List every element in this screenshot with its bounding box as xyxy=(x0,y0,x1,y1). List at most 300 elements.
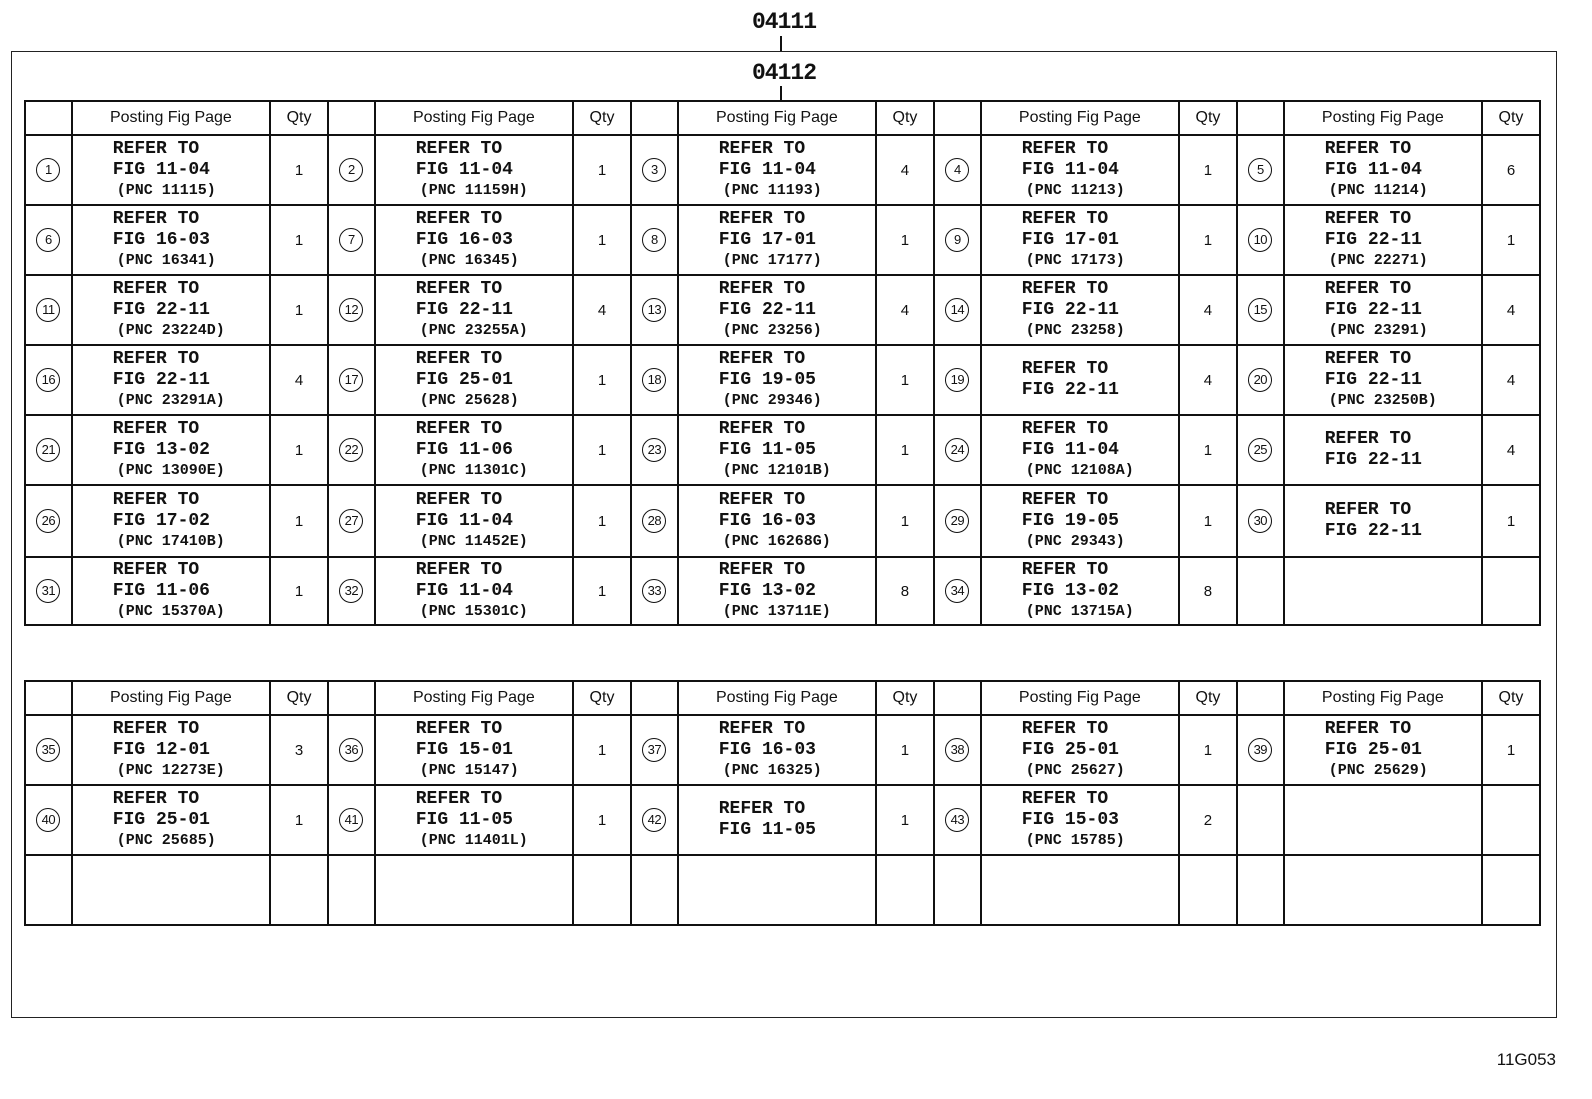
header-posting-fig-page: Posting Fig Page xyxy=(72,101,270,135)
figure-reference: FIG 11-04 xyxy=(415,511,513,531)
figure-reference: FIG 22-11 xyxy=(112,300,210,320)
qty-cell: 1 xyxy=(270,135,328,205)
posting-fig-page-cell xyxy=(1284,345,1482,415)
callout-number: 29 xyxy=(945,509,969,533)
callout-cell xyxy=(25,715,72,785)
callout-cell xyxy=(631,485,678,557)
callout-number: 22 xyxy=(339,438,363,462)
callout-cell xyxy=(1237,275,1284,345)
figure-reference: FIG 17-02 xyxy=(112,511,210,531)
qty-cell: 8 xyxy=(876,557,934,625)
callout-cell xyxy=(934,415,981,485)
callout-number: 9 xyxy=(945,228,969,252)
callout-number: 12 xyxy=(339,298,363,322)
qty-cell xyxy=(876,855,934,925)
posting-fig-page-cell xyxy=(678,855,876,925)
callout-cell xyxy=(934,275,981,345)
group-label-04111: 04111 xyxy=(752,9,817,35)
qty-cell: 6 xyxy=(1482,135,1540,205)
posting-fig-page-cell xyxy=(981,855,1179,925)
callout-cell xyxy=(25,415,72,485)
refer-to-text: REFER TO xyxy=(415,490,503,510)
posting-fig-page-cell xyxy=(72,345,270,415)
pnc-reference: (PNC 22271) xyxy=(1328,252,1428,269)
header-qty: Qty xyxy=(270,681,328,715)
callout-number: 24 xyxy=(945,438,969,462)
posting-fig-page-cell xyxy=(1284,855,1482,925)
callout-cell xyxy=(631,275,678,345)
header-posting-fig-page: Posting Fig Page xyxy=(981,101,1179,135)
refer-to-text: REFER TO xyxy=(1324,139,1412,159)
reference-table-2 xyxy=(24,680,1541,926)
qty-cell: 1 xyxy=(1179,415,1237,485)
header-qty: Qty xyxy=(1179,101,1237,135)
pnc-reference: (PNC 15785) xyxy=(1025,832,1125,849)
callout-number: 6 xyxy=(36,228,60,252)
callout-cell xyxy=(631,557,678,625)
callout-cell xyxy=(328,557,375,625)
posting-fig-page-cell xyxy=(981,557,1179,625)
refer-to-text: REFER TO xyxy=(1021,719,1109,739)
header-qty: Qty xyxy=(573,681,631,715)
figure-reference: FIG 19-05 xyxy=(1021,511,1119,531)
refer-to-text: REFER TO xyxy=(112,419,200,439)
callout-number: 26 xyxy=(36,509,60,533)
callout-number: 20 xyxy=(1248,368,1272,392)
callout-cell xyxy=(934,855,981,925)
pnc-reference: (PNC 16325) xyxy=(722,762,822,779)
figure-reference: FIG 13-02 xyxy=(1021,581,1119,601)
posting-fig-page-cell xyxy=(678,275,876,345)
pnc-reference: (PNC 25685) xyxy=(116,832,216,849)
figure-reference: FIG 25-01 xyxy=(415,370,513,390)
pnc-reference: (PNC 11401L) xyxy=(419,832,528,849)
figure-reference: FIG 11-04 xyxy=(112,160,210,180)
posting-fig-page-cell xyxy=(678,415,876,485)
posting-fig-page-cell xyxy=(72,855,270,925)
callout-number: 33 xyxy=(642,579,666,603)
callout-number: 5 xyxy=(1248,158,1272,182)
header-index-cell xyxy=(328,101,375,135)
callout-number: 3 xyxy=(642,158,666,182)
callout-number: 35 xyxy=(36,738,60,762)
header-posting-fig-page: Posting Fig Page xyxy=(375,681,573,715)
pnc-reference: (PNC 11214) xyxy=(1328,182,1428,199)
figure-reference: FIG 11-06 xyxy=(415,440,513,460)
callout-number: 8 xyxy=(642,228,666,252)
refer-to-text: REFER TO xyxy=(718,279,806,299)
refer-to-text: REFER TO xyxy=(415,139,503,159)
refer-to-text: REFER TO xyxy=(1324,349,1412,369)
qty-cell: 1 xyxy=(876,205,934,275)
posting-fig-page-cell xyxy=(375,785,573,855)
table-row xyxy=(25,785,1540,855)
table-row xyxy=(25,557,1540,625)
refer-to-text: REFER TO xyxy=(112,209,200,229)
callout-number: 43 xyxy=(945,808,969,832)
callout-number: 23 xyxy=(642,438,666,462)
callout-cell xyxy=(631,855,678,925)
pnc-reference: (PNC 13090E) xyxy=(116,462,225,479)
posting-fig-page-cell xyxy=(1284,557,1482,625)
qty-cell: 4 xyxy=(573,275,631,345)
refer-to-text: REFER TO xyxy=(718,209,806,229)
qty-cell: 4 xyxy=(270,345,328,415)
pnc-reference: (PNC 12273E) xyxy=(116,762,225,779)
callout-cell xyxy=(1237,855,1284,925)
callout-cell xyxy=(328,715,375,785)
posting-fig-page-cell xyxy=(678,135,876,205)
refer-to-text: REFER TO xyxy=(1021,490,1109,510)
table-header-row xyxy=(25,681,1540,715)
pnc-reference: (PNC 12101B) xyxy=(722,462,831,479)
qty-cell: 4 xyxy=(1482,415,1540,485)
refer-to-text: REFER TO xyxy=(415,560,503,580)
refer-to-text: REFER TO xyxy=(415,419,503,439)
callout-cell xyxy=(328,135,375,205)
pnc-reference: (PNC 16341) xyxy=(116,252,216,269)
figure-reference: FIG 11-06 xyxy=(112,581,210,601)
refer-to-text: REFER TO xyxy=(718,490,806,510)
figure-reference: FIG 11-05 xyxy=(718,440,816,460)
qty-cell: 1 xyxy=(1179,205,1237,275)
posting-fig-page-cell xyxy=(678,485,876,557)
callout-cell xyxy=(631,345,678,415)
pnc-reference: (PNC 25629) xyxy=(1328,762,1428,779)
callout-cell xyxy=(1237,557,1284,625)
header-posting-fig-page: Posting Fig Page xyxy=(375,101,573,135)
qty-cell: 1 xyxy=(270,785,328,855)
qty-cell: 1 xyxy=(1482,205,1540,275)
callout-number: 31 xyxy=(36,579,60,603)
callout-number: 27 xyxy=(339,509,363,533)
refer-to-text: REFER TO xyxy=(1324,500,1412,520)
posting-fig-page-cell xyxy=(1284,275,1482,345)
figure-reference: FIG 22-11 xyxy=(112,370,210,390)
pnc-reference: (PNC 23291A) xyxy=(116,392,225,409)
figure-reference: FIG 13-02 xyxy=(112,440,210,460)
qty-cell: 4 xyxy=(876,275,934,345)
qty-cell: 1 xyxy=(876,485,934,557)
pnc-reference: (PNC 11213) xyxy=(1025,182,1125,199)
qty-cell xyxy=(1482,557,1540,625)
header-posting-fig-page: Posting Fig Page xyxy=(678,101,876,135)
callout-number: 25 xyxy=(1248,438,1272,462)
refer-to-text: REFER TO xyxy=(718,419,806,439)
callout-cell xyxy=(25,855,72,925)
group-label-04112: 04112 xyxy=(752,60,817,86)
refer-to-text: REFER TO xyxy=(112,560,200,580)
callout-cell xyxy=(1237,785,1284,855)
refer-to-text: REFER TO xyxy=(415,209,503,229)
callout-number: 32 xyxy=(339,579,363,603)
figure-reference: FIG 11-04 xyxy=(415,160,513,180)
posting-fig-page-cell xyxy=(981,345,1179,415)
refer-to-text: REFER TO xyxy=(1021,789,1109,809)
figure-reference: FIG 25-01 xyxy=(112,810,210,830)
callout-number: 1 xyxy=(36,158,60,182)
qty-cell: 1 xyxy=(876,785,934,855)
reference-table-1 xyxy=(24,100,1541,626)
posting-fig-page-cell xyxy=(678,557,876,625)
qty-cell: 1 xyxy=(1482,715,1540,785)
header-qty: Qty xyxy=(1482,681,1540,715)
refer-to-text: REFER TO xyxy=(718,139,806,159)
callout-cell xyxy=(1237,345,1284,415)
header-qty: Qty xyxy=(270,101,328,135)
callout-cell xyxy=(934,345,981,415)
refer-to-text: REFER TO xyxy=(112,139,200,159)
refer-to-text: REFER TO xyxy=(112,719,200,739)
callout-number: 28 xyxy=(642,509,666,533)
posting-fig-page-cell xyxy=(72,557,270,625)
pnc-reference: (PNC 17410B) xyxy=(116,533,225,550)
figure-reference: FIG 11-04 xyxy=(1324,160,1422,180)
callout-number: 14 xyxy=(945,298,969,322)
header-index-cell xyxy=(631,101,678,135)
posting-fig-page-cell xyxy=(678,345,876,415)
callout-number: 37 xyxy=(642,738,666,762)
qty-cell: 1 xyxy=(1179,135,1237,205)
figure-reference: FIG 17-01 xyxy=(1021,230,1119,250)
pnc-reference: (PNC 15147) xyxy=(419,762,519,779)
pnc-reference: (PNC 15301C) xyxy=(419,603,528,620)
figure-reference: FIG 13-02 xyxy=(718,581,816,601)
callout-cell xyxy=(328,275,375,345)
callout-number: 19 xyxy=(945,368,969,392)
posting-fig-page-cell xyxy=(981,415,1179,485)
callout-cell xyxy=(25,557,72,625)
figure-reference: FIG 16-03 xyxy=(718,740,816,760)
refer-to-text: REFER TO xyxy=(1021,209,1109,229)
qty-cell: 8 xyxy=(1179,557,1237,625)
callout-cell xyxy=(631,415,678,485)
refer-to-text: REFER TO xyxy=(718,349,806,369)
pnc-reference: (PNC 23255A) xyxy=(419,322,528,339)
figure-reference: FIG 22-11 xyxy=(718,300,816,320)
posting-fig-page-cell xyxy=(375,275,573,345)
figure-reference: FIG 25-01 xyxy=(1324,740,1422,760)
table-row xyxy=(25,415,1540,485)
figure-reference: FIG 11-04 xyxy=(718,160,816,180)
callout-number: 4 xyxy=(945,158,969,182)
header-posting-fig-page: Posting Fig Page xyxy=(1284,681,1482,715)
figure-reference: FIG 12-01 xyxy=(112,740,210,760)
callout-cell xyxy=(934,557,981,625)
figure-reference: FIG 22-11 xyxy=(1324,300,1422,320)
callout-cell xyxy=(25,345,72,415)
qty-cell: 4 xyxy=(1179,275,1237,345)
table-row xyxy=(25,855,1540,925)
callout-cell xyxy=(25,205,72,275)
qty-cell xyxy=(1482,855,1540,925)
refer-to-text: REFER TO xyxy=(1021,419,1109,439)
posting-fig-page-cell xyxy=(375,135,573,205)
callout-cell xyxy=(328,855,375,925)
callout-number: 15 xyxy=(1248,298,1272,322)
refer-to-text: REFER TO xyxy=(112,279,200,299)
posting-fig-page-cell xyxy=(375,855,573,925)
callout-cell xyxy=(328,785,375,855)
qty-cell: 4 xyxy=(1482,275,1540,345)
posting-fig-page-cell xyxy=(375,557,573,625)
figure-reference: FIG 16-03 xyxy=(718,511,816,531)
callout-cell xyxy=(25,785,72,855)
posting-fig-page-cell xyxy=(678,205,876,275)
refer-to-text: REFER TO xyxy=(1324,719,1412,739)
qty-cell: 1 xyxy=(270,485,328,557)
header-qty: Qty xyxy=(876,681,934,715)
table-row xyxy=(25,135,1540,205)
figure-reference: FIG 22-11 xyxy=(1324,370,1422,390)
refer-to-text: REFER TO xyxy=(1021,139,1109,159)
qty-cell: 1 xyxy=(573,485,631,557)
figure-reference: FIG 11-05 xyxy=(415,810,513,830)
pnc-reference: (PNC 17177) xyxy=(722,252,822,269)
pnc-reference: (PNC 23291) xyxy=(1328,322,1428,339)
callout-cell xyxy=(1237,485,1284,557)
qty-cell: 1 xyxy=(573,415,631,485)
figure-reference: FIG 22-11 xyxy=(1324,230,1422,250)
refer-to-text: REFER TO xyxy=(415,719,503,739)
callout-number: 41 xyxy=(339,808,363,832)
table-row xyxy=(25,275,1540,345)
figure-reference: FIG 11-04 xyxy=(1021,440,1119,460)
callout-cell xyxy=(328,485,375,557)
refer-to-text: REFER TO xyxy=(415,279,503,299)
callout-number: 10 xyxy=(1248,228,1272,252)
callout-cell xyxy=(934,715,981,785)
callout-cell xyxy=(934,785,981,855)
header-qty: Qty xyxy=(1482,101,1540,135)
table-row xyxy=(25,485,1540,557)
refer-to-text: REFER TO xyxy=(1021,359,1109,379)
callout-cell xyxy=(934,485,981,557)
header-posting-fig-page: Posting Fig Page xyxy=(1284,101,1482,135)
callout-cell xyxy=(25,135,72,205)
table-header-row xyxy=(25,101,1540,135)
group-label-04112-leader xyxy=(780,86,782,100)
callout-cell xyxy=(1237,205,1284,275)
callout-number: 7 xyxy=(339,228,363,252)
qty-cell: 1 xyxy=(270,557,328,625)
figure-reference: FIG 17-01 xyxy=(718,230,816,250)
header-index-cell xyxy=(1237,101,1284,135)
posting-fig-page-cell xyxy=(1284,135,1482,205)
qty-cell xyxy=(270,855,328,925)
pnc-reference: (PNC 13715A) xyxy=(1025,603,1134,620)
qty-cell: 1 xyxy=(573,715,631,785)
refer-to-text: REFER TO xyxy=(1324,429,1412,449)
posting-fig-page-cell xyxy=(72,485,270,557)
qty-cell xyxy=(1482,785,1540,855)
header-qty: Qty xyxy=(1179,681,1237,715)
posting-fig-page-cell xyxy=(981,785,1179,855)
refer-to-text: REFER TO xyxy=(718,560,806,580)
figure-reference: FIG 15-03 xyxy=(1021,810,1119,830)
callout-cell xyxy=(328,345,375,415)
posting-fig-page-cell xyxy=(981,485,1179,557)
callout-number: 40 xyxy=(36,808,60,832)
callout-number: 39 xyxy=(1248,738,1272,762)
qty-cell: 3 xyxy=(270,715,328,785)
callout-cell xyxy=(328,415,375,485)
header-index-cell xyxy=(25,681,72,715)
posting-fig-page-cell xyxy=(375,345,573,415)
callout-number: 16 xyxy=(36,368,60,392)
posting-fig-page-cell xyxy=(678,785,876,855)
callout-cell xyxy=(1237,715,1284,785)
posting-fig-page-cell xyxy=(375,205,573,275)
figure-reference: FIG 22-11 xyxy=(415,300,513,320)
figure-reference: FIG 19-05 xyxy=(718,370,816,390)
qty-cell: 1 xyxy=(876,715,934,785)
table-row xyxy=(25,205,1540,275)
refer-to-text: REFER TO xyxy=(1324,209,1412,229)
callout-number: 13 xyxy=(642,298,666,322)
posting-fig-page-cell xyxy=(981,275,1179,345)
header-posting-fig-page: Posting Fig Page xyxy=(981,681,1179,715)
table-row xyxy=(25,715,1540,785)
header-posting-fig-page: Posting Fig Page xyxy=(678,681,876,715)
qty-cell: 1 xyxy=(1179,715,1237,785)
figure-reference: FIG 22-11 xyxy=(1021,380,1119,400)
pnc-reference: (PNC 11159H) xyxy=(419,182,528,199)
pnc-reference: (PNC 29346) xyxy=(722,392,822,409)
callout-number: 30 xyxy=(1248,509,1272,533)
refer-to-text: REFER TO xyxy=(415,349,503,369)
callout-number: 2 xyxy=(339,158,363,182)
qty-cell: 1 xyxy=(270,275,328,345)
refer-to-text: REFER TO xyxy=(415,789,503,809)
refer-to-text: REFER TO xyxy=(718,799,806,819)
qty-cell: 1 xyxy=(573,135,631,205)
pnc-reference: (PNC 25627) xyxy=(1025,762,1125,779)
pnc-reference: (PNC 15370A) xyxy=(116,603,225,620)
pnc-reference: (PNC 11193) xyxy=(722,182,822,199)
group-label-04111-leader xyxy=(780,36,782,51)
pnc-reference: (PNC 23224D) xyxy=(116,322,225,339)
figure-reference: FIG 16-03 xyxy=(415,230,513,250)
callout-cell xyxy=(328,205,375,275)
pnc-reference: (PNC 23258) xyxy=(1025,322,1125,339)
refer-to-text: REFER TO xyxy=(1324,279,1412,299)
posting-fig-page-cell xyxy=(72,275,270,345)
qty-cell: 1 xyxy=(270,205,328,275)
header-index-cell xyxy=(25,101,72,135)
callout-cell xyxy=(631,785,678,855)
figure-reference: FIG 25-01 xyxy=(1021,740,1119,760)
header-qty: Qty xyxy=(876,101,934,135)
qty-cell: 1 xyxy=(876,345,934,415)
posting-fig-page-cell xyxy=(375,715,573,785)
header-index-cell xyxy=(328,681,375,715)
qty-cell: 1 xyxy=(573,785,631,855)
refer-to-text: REFER TO xyxy=(1021,279,1109,299)
refer-to-text: REFER TO xyxy=(718,719,806,739)
header-index-cell xyxy=(934,681,981,715)
qty-cell: 4 xyxy=(1179,345,1237,415)
qty-cell: 1 xyxy=(1179,485,1237,557)
qty-cell: 1 xyxy=(573,205,631,275)
table-row xyxy=(25,345,1540,415)
figure-reference: FIG 11-04 xyxy=(415,581,513,601)
callout-cell xyxy=(631,205,678,275)
header-index-cell xyxy=(934,101,981,135)
posting-fig-page-cell xyxy=(678,715,876,785)
figure-reference: FIG 22-11 xyxy=(1324,521,1422,541)
posting-fig-page-cell xyxy=(1284,785,1482,855)
